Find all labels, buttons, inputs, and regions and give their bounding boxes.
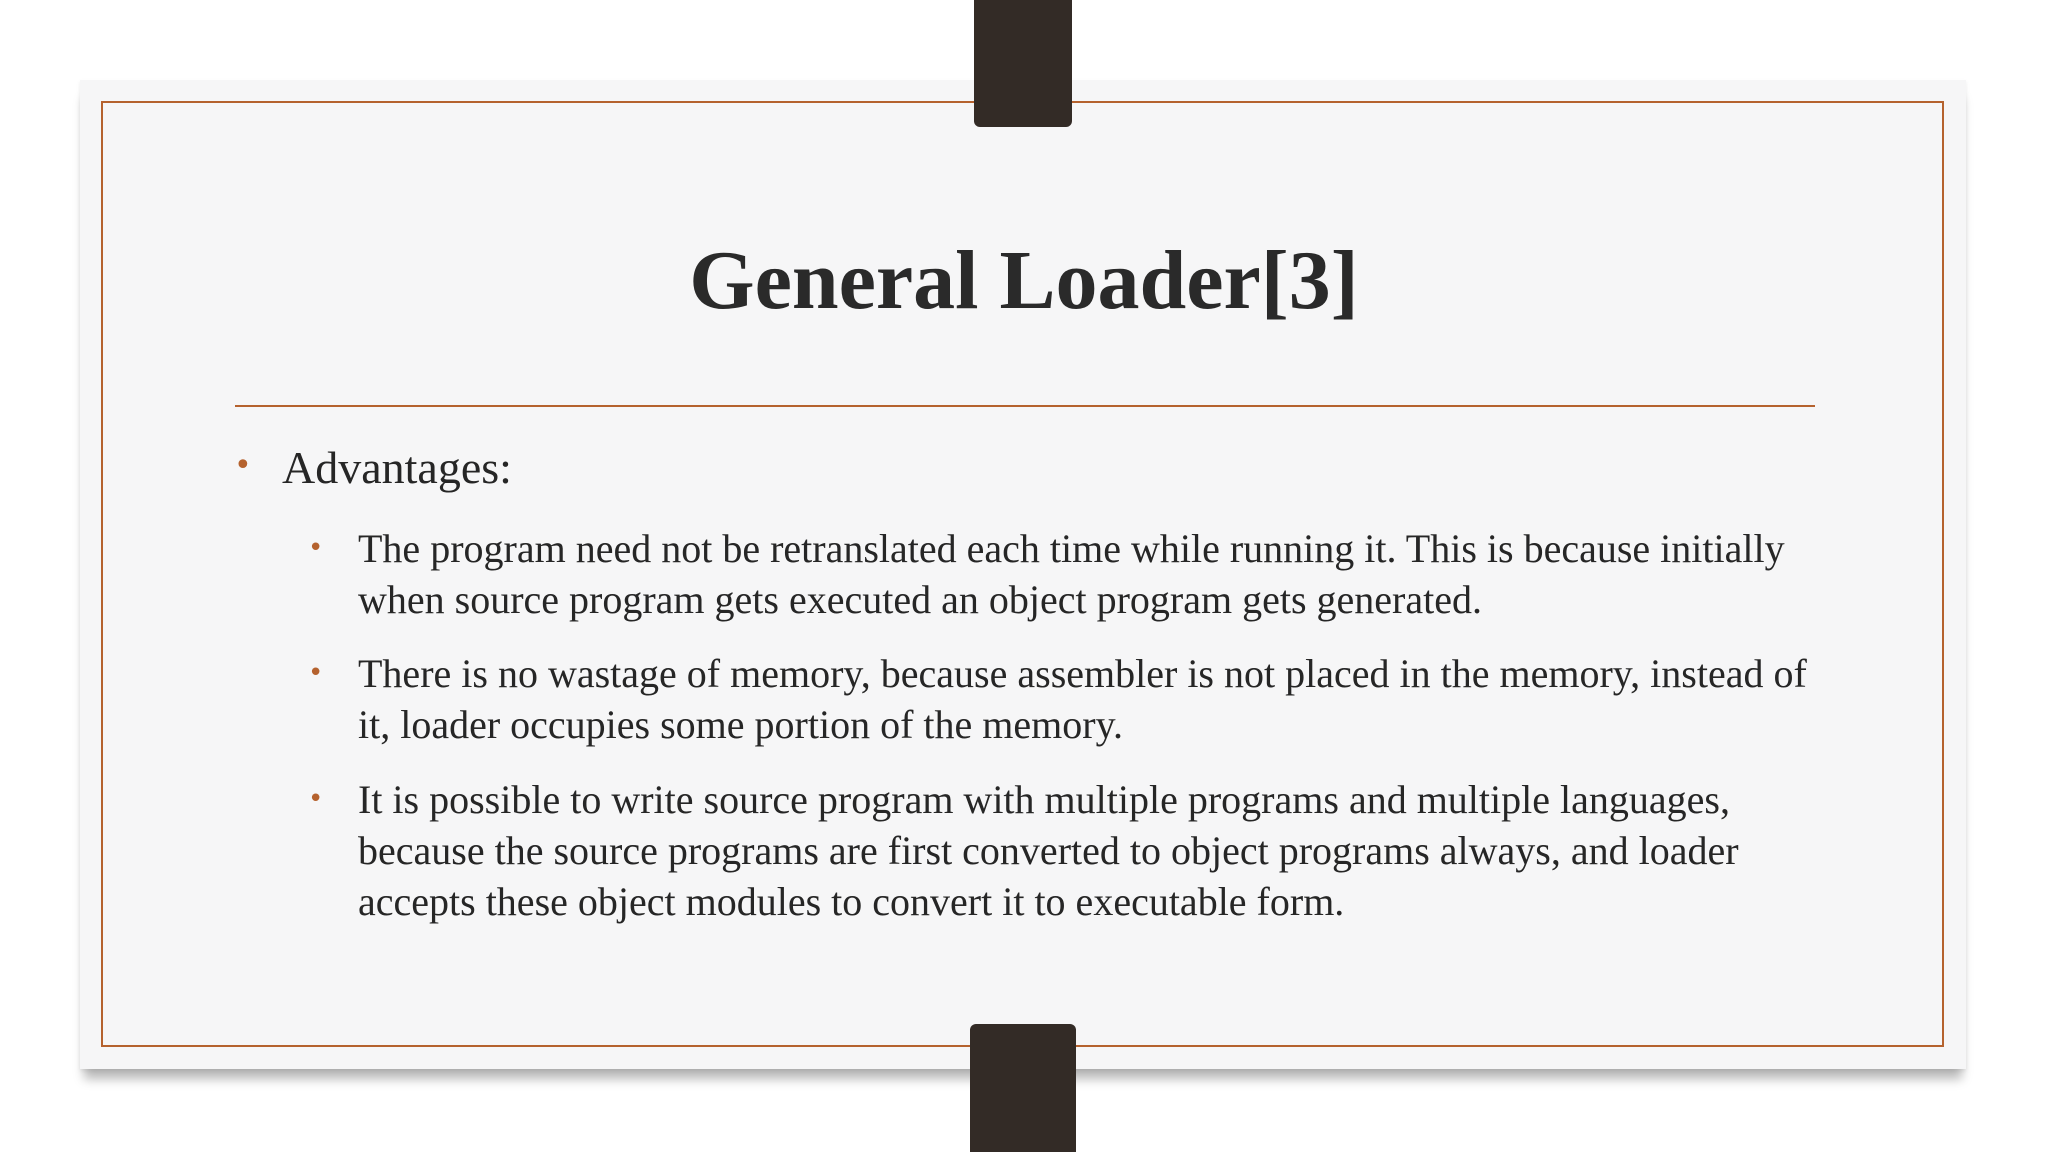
- bullet-icon: •: [308, 658, 324, 688]
- main-bullet-advantages: Advantages:: [282, 442, 512, 493]
- slide-title: General Loader[3]: [689, 234, 1359, 327]
- top-hanging-strap: [974, 0, 1072, 127]
- sub-bullet-multiple-languages: It is possible to write source program with multiple programs and multiple languages, because the source programs are first converted to object programs always, and loader accepts these object modules to convert it to executable form.: [358, 777, 1739, 924]
- bullet-icon: •: [234, 448, 252, 483]
- title-divider: [235, 405, 1815, 407]
- bullet-icon: •: [308, 784, 324, 814]
- sub-bullet-retranslation: The program need not be retranslated each time while running it. This is because initially when source program gets executed an object program gets generated.: [358, 526, 1785, 622]
- bottom-hanging-strap: [970, 1024, 1076, 1152]
- sub-bullet-memory: There is no wastage of memory, because assembler is not placed in the memory, instead of it, loader occupies some portion of the memory.: [358, 651, 1807, 747]
- bullet-icon: •: [308, 533, 324, 563]
